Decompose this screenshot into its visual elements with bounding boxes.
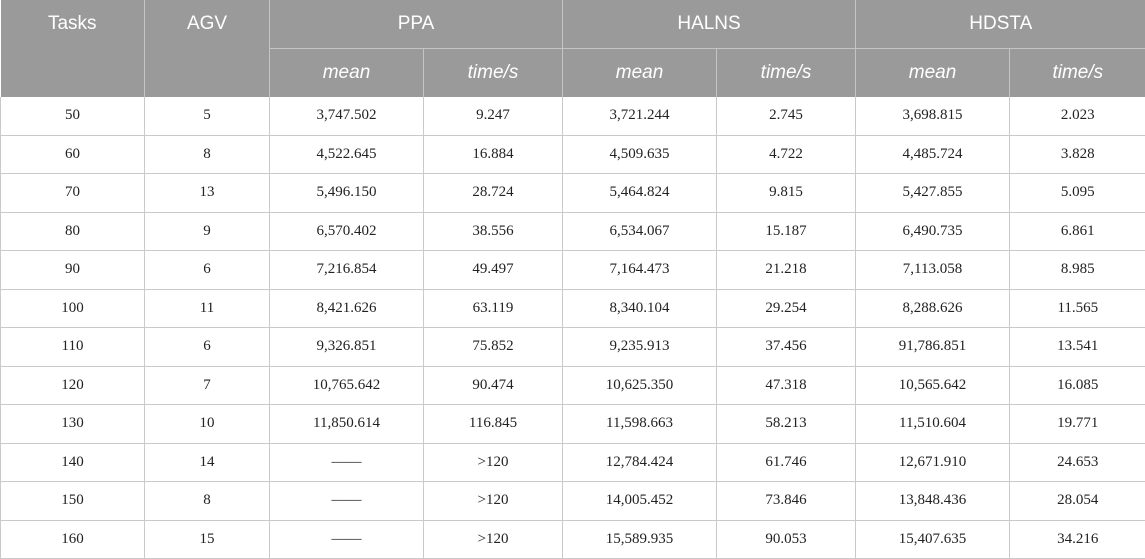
ppa-time-cell: 28.724 <box>424 174 563 213</box>
header-ppa-time: time/s <box>424 49 563 98</box>
agv-cell: 8 <box>145 482 270 521</box>
header-group-hdsta: HDSTA <box>856 0 1145 49</box>
table-row <box>1 520 1145 559</box>
tasks-cell: 60 <box>1 135 145 174</box>
halns-time-cell: 73.846 <box>717 482 856 521</box>
halns-mean-cell: 9,235.913 <box>563 328 717 367</box>
table-row <box>1 405 1145 444</box>
ppa-time-cell: 16.884 <box>424 135 563 174</box>
table-row <box>1 251 1145 290</box>
tasks-cell: 130 <box>1 405 145 444</box>
table-row <box>1 212 1145 251</box>
halns-mean-cell: 4,509.635 <box>563 135 717 174</box>
hdsta-time-cell: 19.771 <box>1010 405 1145 444</box>
halns-mean-cell: 15,589.935 <box>563 520 717 559</box>
halns-time-cell: 61.746 <box>717 443 856 482</box>
hdsta-mean-cell: 12,671.910 <box>856 443 1010 482</box>
ppa-time-cell: 63.119 <box>424 289 563 328</box>
halns-time-cell: 2.745 <box>717 97 856 135</box>
ppa-mean-cell: 6,570.402 <box>270 212 424 251</box>
header-agv: AGV <box>145 0 270 97</box>
agv-cell: 5 <box>145 97 270 135</box>
halns-time-cell: 29.254 <box>717 289 856 328</box>
agv-cell: 10 <box>145 405 270 444</box>
agv-cell: 6 <box>145 328 270 367</box>
halns-mean-cell: 3,721.244 <box>563 97 717 135</box>
ppa-mean-cell: 11,850.614 <box>270 405 424 444</box>
table-row <box>1 97 1145 135</box>
agv-cell: 8 <box>145 135 270 174</box>
halns-time-cell: 90.053 <box>717 520 856 559</box>
halns-time-cell: 21.218 <box>717 251 856 290</box>
ppa-mean-cell: —— <box>270 520 424 559</box>
ppa-mean-cell: —— <box>270 443 424 482</box>
hdsta-mean-cell: 3,698.815 <box>856 97 1010 135</box>
agv-cell: 14 <box>145 443 270 482</box>
table-row <box>1 328 1145 367</box>
ppa-mean-cell: 7,216.854 <box>270 251 424 290</box>
hdsta-time-cell: 24.653 <box>1010 443 1145 482</box>
tasks-cell: 50 <box>1 97 145 135</box>
hdsta-time-cell: 28.054 <box>1010 482 1145 521</box>
hdsta-mean-cell: 11,510.604 <box>856 405 1010 444</box>
halns-mean-cell: 10,625.350 <box>563 366 717 405</box>
header-ppa-mean: mean <box>270 49 424 98</box>
halns-mean-cell: 7,164.473 <box>563 251 717 290</box>
hdsta-mean-cell: 4,485.724 <box>856 135 1010 174</box>
halns-time-cell: 47.318 <box>717 366 856 405</box>
tasks-cell: 140 <box>1 443 145 482</box>
tasks-cell: 90 <box>1 251 145 290</box>
table-header <box>1 0 1145 97</box>
table-row <box>1 443 1145 482</box>
hdsta-time-cell: 2.023 <box>1010 97 1145 135</box>
ppa-time-cell: 49.497 <box>424 251 563 290</box>
halns-mean-cell: 8,340.104 <box>563 289 717 328</box>
hdsta-time-cell: 16.085 <box>1010 366 1145 405</box>
table-row <box>1 174 1145 213</box>
hdsta-time-cell: 11.565 <box>1010 289 1145 328</box>
header-halns-time: time/s <box>717 49 856 98</box>
table-row <box>1 135 1145 174</box>
agv-cell: 15 <box>145 520 270 559</box>
ppa-time-cell: 75.852 <box>424 328 563 367</box>
ppa-time-cell: 116.845 <box>424 405 563 444</box>
ppa-time-cell: 90.474 <box>424 366 563 405</box>
halns-mean-cell: 5,464.824 <box>563 174 717 213</box>
table-row <box>1 366 1145 405</box>
halns-mean-cell: 11,598.663 <box>563 405 717 444</box>
hdsta-time-cell: 8.985 <box>1010 251 1145 290</box>
header-group-halns: HALNS <box>563 0 856 49</box>
tasks-cell: 110 <box>1 328 145 367</box>
ppa-mean-cell: 8,421.626 <box>270 289 424 328</box>
hdsta-mean-cell: 6,490.735 <box>856 212 1010 251</box>
hdsta-mean-cell: 10,565.642 <box>856 366 1010 405</box>
hdsta-mean-cell: 91,786.851 <box>856 328 1010 367</box>
ppa-time-cell: >120 <box>424 443 563 482</box>
tasks-cell: 160 <box>1 520 145 559</box>
halns-mean-cell: 14,005.452 <box>563 482 717 521</box>
header-halns-mean: mean <box>563 49 717 98</box>
hdsta-time-cell: 3.828 <box>1010 135 1145 174</box>
ppa-mean-cell: 9,326.851 <box>270 328 424 367</box>
agv-cell: 6 <box>145 251 270 290</box>
tasks-cell: 80 <box>1 212 145 251</box>
hdsta-mean-cell: 7,113.058 <box>856 251 1010 290</box>
hdsta-time-cell: 5.095 <box>1010 174 1145 213</box>
halns-time-cell: 4.722 <box>717 135 856 174</box>
halns-time-cell: 58.213 <box>717 405 856 444</box>
ppa-time-cell: >120 <box>424 482 563 521</box>
hdsta-mean-cell: 15,407.635 <box>856 520 1010 559</box>
ppa-time-cell: 9.247 <box>424 97 563 135</box>
halns-time-cell: 15.187 <box>717 212 856 251</box>
hdsta-time-cell: 34.216 <box>1010 520 1145 559</box>
halns-time-cell: 9.815 <box>717 174 856 213</box>
tasks-cell: 70 <box>1 174 145 213</box>
table-row <box>1 482 1145 521</box>
agv-cell: 11 <box>145 289 270 328</box>
hdsta-mean-cell: 5,427.855 <box>856 174 1010 213</box>
ppa-mean-cell: —— <box>270 482 424 521</box>
ppa-mean-cell: 3,747.502 <box>270 97 424 135</box>
ppa-mean-cell: 4,522.645 <box>270 135 424 174</box>
ppa-mean-cell: 5,496.150 <box>270 174 424 213</box>
halns-mean-cell: 6,534.067 <box>563 212 717 251</box>
header-group-ppa: PPA <box>270 0 563 49</box>
header-hdsta-mean: mean <box>856 49 1010 98</box>
agv-cell: 13 <box>145 174 270 213</box>
table-body <box>1 97 1145 559</box>
hdsta-time-cell: 13.541 <box>1010 328 1145 367</box>
ppa-time-cell: 38.556 <box>424 212 563 251</box>
agv-cell: 9 <box>145 212 270 251</box>
ppa-mean-cell: 10,765.642 <box>270 366 424 405</box>
tasks-cell: 150 <box>1 482 145 521</box>
halns-time-cell: 37.456 <box>717 328 856 367</box>
ppa-time-cell: >120 <box>424 520 563 559</box>
hdsta-mean-cell: 13,848.436 <box>856 482 1010 521</box>
tasks-cell: 120 <box>1 366 145 405</box>
halns-mean-cell: 12,784.424 <box>563 443 717 482</box>
header-hdsta-time: time/s <box>1010 49 1145 98</box>
hdsta-time-cell: 6.861 <box>1010 212 1145 251</box>
table-row <box>1 289 1145 328</box>
agv-cell: 7 <box>145 366 270 405</box>
hdsta-mean-cell: 8,288.626 <box>856 289 1010 328</box>
tasks-cell: 100 <box>1 289 145 328</box>
header-tasks: Tasks <box>1 0 145 97</box>
